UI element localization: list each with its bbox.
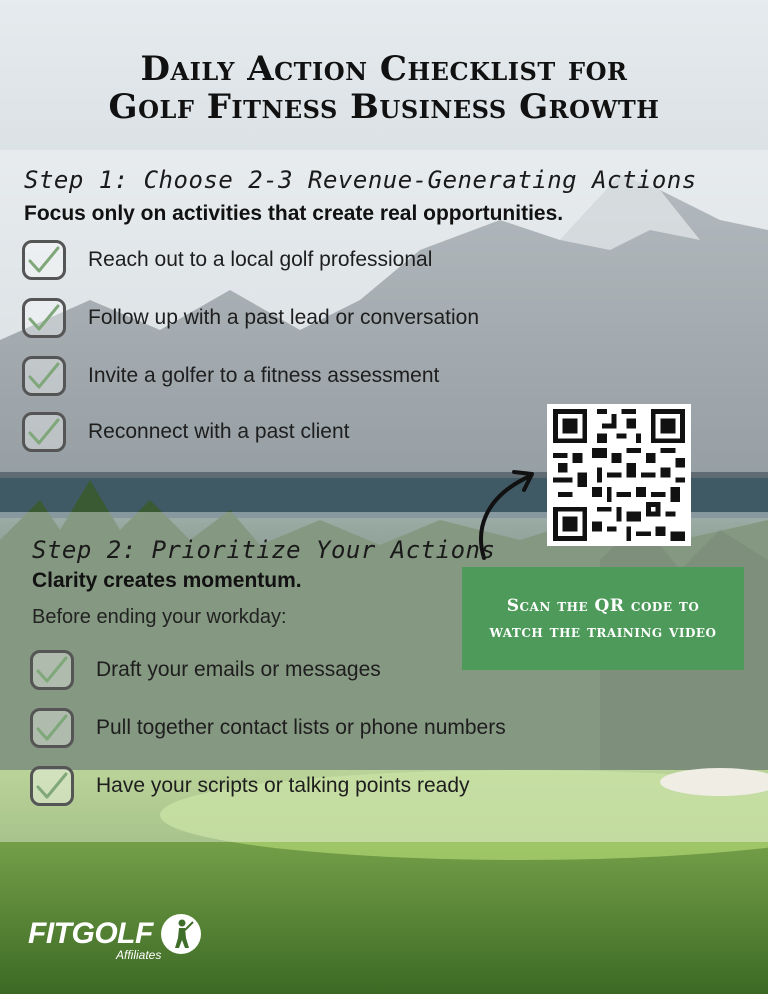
step1-item-3[interactable] [22, 356, 439, 396]
step1-subheading: Focus only on activities that create real opportunities. [24, 202, 564, 225]
checkmark-icon [34, 770, 70, 802]
step2-item-label: Pull together contact lists or phone numbers [96, 716, 506, 739]
checkbox[interactable] [30, 766, 74, 806]
logo-name: FITGOLF [28, 917, 153, 950]
checkmark-icon [34, 712, 70, 744]
step2-item-1[interactable] [30, 650, 381, 690]
checkbox[interactable] [22, 412, 66, 452]
step1-item-1[interactable] [22, 240, 432, 280]
step1-item-2[interactable] [22, 298, 479, 338]
checkbox[interactable] [22, 298, 66, 338]
step2-subheading: Clarity creates momentum. [32, 569, 302, 592]
step2-item-label: Draft your emails or messages [96, 658, 381, 681]
qr-instruction-banner [462, 567, 744, 670]
checkbox[interactable] [30, 708, 74, 748]
logo-sub: Affiliates [116, 948, 162, 962]
step2-intro: Before ending your workday: [32, 606, 287, 628]
step2-item-2[interactable] [30, 708, 506, 748]
checkmark-icon [26, 244, 62, 276]
golfer-silhouette-icon [159, 912, 203, 956]
title-line-1: Daily Action Checklist for [140, 49, 628, 89]
step1-item-label: Reconnect with a past client [88, 420, 350, 443]
step1-item-label: Reach out to a local golf professional [88, 248, 433, 271]
checkbox[interactable] [22, 240, 66, 280]
step2-item-label: Have your scripts or talking points ready [96, 774, 470, 797]
step2-heading: Step 2: Prioritize Your Actions [32, 536, 496, 564]
checkmark-icon [34, 654, 70, 686]
checkmark-icon [26, 360, 62, 392]
fitgolf-logo [28, 912, 203, 962]
qr-instruction-text: Scan the QR code to watch the training video [489, 595, 717, 642]
checkmark-icon [26, 416, 62, 448]
checkbox[interactable] [22, 356, 66, 396]
step1-item-label: Invite a golfer to a fitness assessment [88, 364, 440, 387]
checkmark-icon [26, 302, 62, 334]
step1-item-4[interactable] [22, 412, 349, 452]
step2-item-3[interactable] [30, 766, 470, 806]
qr-code-icon[interactable] [547, 404, 691, 546]
checkbox[interactable] [30, 650, 74, 690]
step1-heading: Step 1: Choose 2-3 Revenue-Generating Actions [24, 166, 697, 194]
step1-item-label: Follow up with a past lead or conversation [88, 306, 480, 329]
page-title [0, 50, 768, 126]
title-line-2: Golf Fitness Business Growth [108, 87, 660, 127]
